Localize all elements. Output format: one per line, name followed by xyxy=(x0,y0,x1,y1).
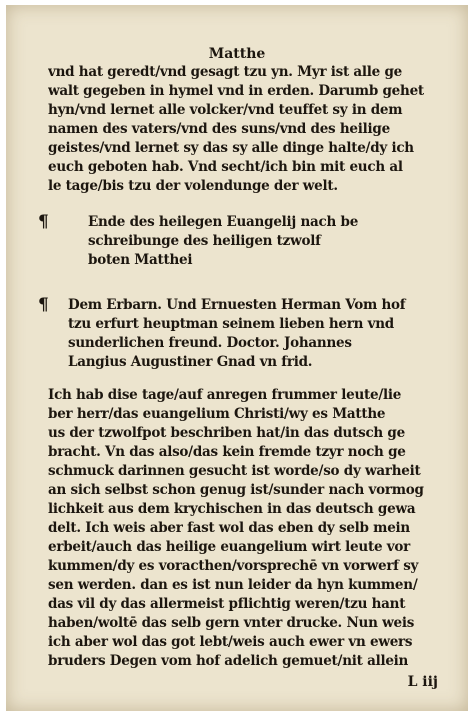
book-page xyxy=(6,5,468,711)
pilcrow-mark: ¶ xyxy=(38,212,49,232)
text-line: ber herr/das euangelium Christi/wy es Matthe xyxy=(48,406,386,422)
text-line: das vil dy das allermeist pflichtig weren/tzu hant xyxy=(48,596,406,612)
text-line: schreibunge des heiligen tzwolf xyxy=(88,233,321,249)
text-line: sunderlichen freund. Doctor. Johannes xyxy=(68,335,352,351)
text-line: us der tzwolfpot beschriben hat/in das dutsch ge xyxy=(48,425,405,441)
text-line: tzu erfurt heuptman seinem lieben hern vnd xyxy=(68,316,394,332)
text-line: sen werden. dan es ist nun leider da hyn kummen/ xyxy=(48,577,418,593)
text-line: boten Matthei xyxy=(88,252,193,268)
text-line: delt. Ich weis aber fast wol das eben dy selb mein xyxy=(48,520,410,536)
text-line: bracht. Vn das also/das kein fremde tzyr noch ge xyxy=(48,444,406,460)
text-line: haben/woltē das selb gern vnter drucke. Nun weis xyxy=(48,615,415,631)
text-line: Ich hab dise tage/auf anregen frummer leute/lie xyxy=(48,387,402,403)
text-line: euch geboten hab. Vnd secht/ich bin mit euch al xyxy=(48,159,403,175)
text-line: ich aber wol das got lebt/weis auch ewer vn ewers xyxy=(48,634,413,650)
text-line: namen des vaters/vnd des suns/vnd des heilige xyxy=(48,121,390,137)
pilcrow-mark: ¶ xyxy=(38,295,49,315)
text-line: Ende des heilegen Euangelij nach be xyxy=(88,214,359,230)
signature-mark: L iij xyxy=(407,674,438,690)
text-line: bruders Degen vom hof adelich gemuet/nit allein xyxy=(48,653,409,669)
text-line: an sich selbst schon genug ist/sunder nach vormog xyxy=(48,482,424,498)
text-line: walt gegeben in hymel vnd in erden. Darumb gehet xyxy=(48,83,424,99)
text-line: geistes/vnd lernet sy das sy alle dinge halte/dy ich xyxy=(48,140,414,156)
text-line: lichkeit aus dem krychischen in das deutsch gewa xyxy=(48,501,416,517)
text-line: le tage/bis tzu der volendunge der welt. xyxy=(48,178,338,194)
text-line: vnd hat geredt/vnd gesagt tzu yn. Myr ist alle ge xyxy=(48,64,402,80)
text-line: hyn/vnd lernet alle volcker/vnd teuffet sy in dem xyxy=(48,102,403,118)
text-line: kummen/dy es voracthen/vorsprechē vn vorwerf sy xyxy=(48,558,419,574)
text-line: erbeit/auch das heilige euangelium wirt leute vor xyxy=(48,539,410,555)
running-head: Matthe xyxy=(208,46,266,62)
text-line: schmuck darinnen gesucht ist worde/so dy warheit xyxy=(48,463,421,479)
text-line: Dem Erbarn. Und Ernuesten Herman Vom hof xyxy=(68,297,406,313)
text-line: Langius Augustiner Gnad vn frid. xyxy=(68,354,313,370)
